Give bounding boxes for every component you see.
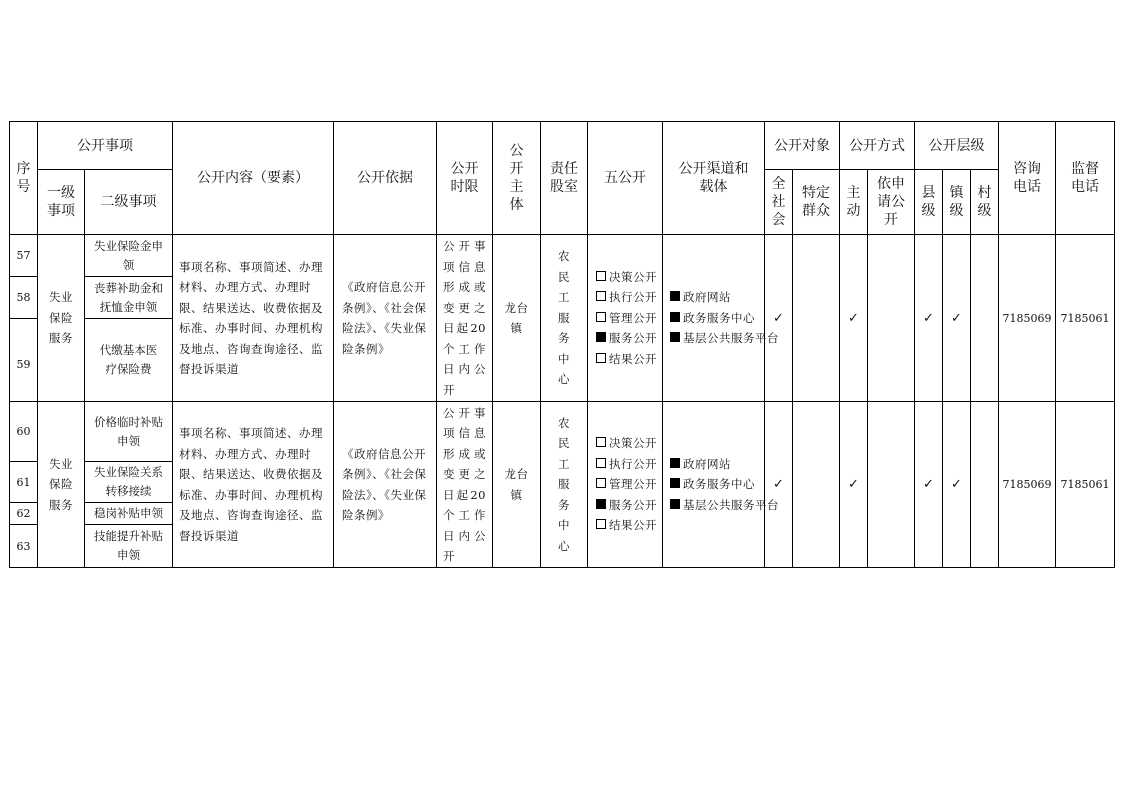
basis-cell: 《政府信息公开条例》、《社会保险法》、《失业保险条例》 xyxy=(334,402,437,568)
method-request-cell xyxy=(868,402,915,568)
seq-cell: 59 xyxy=(10,319,38,402)
header-level-county: 县级 xyxy=(915,170,943,235)
five-open-cell xyxy=(588,402,663,568)
check-icon: ✓ xyxy=(943,402,971,568)
subject-cell: 龙台镇 xyxy=(493,235,541,402)
supervise-phone-cell: 7185061 xyxy=(1056,402,1115,568)
square-bullet-icon xyxy=(670,291,680,301)
header-subject: 公开主体 xyxy=(493,122,541,235)
table-row xyxy=(10,235,1115,277)
channel-item: 基层公共服务平台 xyxy=(670,328,764,349)
checkbox-icon xyxy=(596,519,606,529)
basis-cell: 《政府信息公开条例》、《社会保险法》、《失业保险条例》 xyxy=(334,235,437,402)
l2-item-cell: 价格临时补贴申领 xyxy=(85,402,173,462)
method-request-cell xyxy=(868,235,915,402)
seq-cell: 57 xyxy=(10,235,38,277)
channel-item: 基层公共服务平台 xyxy=(670,495,764,516)
five-open-item: 结果公开 xyxy=(596,515,662,536)
square-bullet-icon xyxy=(670,312,680,322)
header-seq: 序号 xyxy=(10,122,38,235)
header-time-limit: 公开时限 xyxy=(437,122,493,235)
checkbox-icon xyxy=(596,458,606,468)
header-consult-phone: 咨询电话 xyxy=(999,122,1056,235)
header-item: 公开事项 xyxy=(38,122,173,170)
five-open-cell xyxy=(588,235,663,402)
five-open-item: 决策公开 xyxy=(596,433,662,454)
square-bullet-icon xyxy=(670,478,680,488)
table-row xyxy=(10,402,1115,462)
header-method: 公开方式 xyxy=(840,122,915,170)
checkbox-icon xyxy=(596,353,606,363)
l1-item-cell: 失业保险服务 xyxy=(38,235,85,402)
five-open-item: 决策公开 xyxy=(596,267,662,288)
seq-cell: 63 xyxy=(10,525,38,568)
seq-cell: 58 xyxy=(10,277,38,319)
header-dept: 责任股室 xyxy=(541,122,588,235)
header-level-village: 村级 xyxy=(971,170,999,235)
consult-phone-cell: 7185069 xyxy=(999,235,1056,402)
checkbox-icon xyxy=(596,312,606,322)
level-village-cell xyxy=(971,235,999,402)
header-method-active: 主动 xyxy=(840,170,868,235)
content-cell: 事项名称、事项简述、办理材料、办理方式、办理时限、结果送达、收费依据及标准、办事时间、办理机构及地点、咨询查询途径、监督投诉渠道 xyxy=(173,235,334,402)
header-item-l1: 一级事项 xyxy=(38,170,85,235)
check-icon: ✓ xyxy=(915,235,943,402)
five-open-item: 执行公开 xyxy=(596,287,662,308)
level-village-cell xyxy=(971,402,999,568)
header-item-l2: 二级事项 xyxy=(85,170,173,235)
check-icon: ✓ xyxy=(765,402,793,568)
dept-cell: 农民工服务中心 xyxy=(541,402,588,568)
check-icon: ✓ xyxy=(840,402,868,568)
check-icon: ✓ xyxy=(840,235,868,402)
square-bullet-icon xyxy=(670,458,680,468)
channel-cell xyxy=(663,235,779,402)
check-icon: ✓ xyxy=(765,235,793,402)
header-target: 公开对象 xyxy=(765,122,840,170)
checked-box-icon xyxy=(596,332,606,342)
checkbox-icon xyxy=(596,437,606,447)
seq-cell: 60 xyxy=(10,402,38,462)
target-specific-cell xyxy=(793,402,840,568)
checked-box-icon xyxy=(596,499,606,509)
channel-item: 政府网站 xyxy=(670,287,764,308)
checkbox-icon xyxy=(596,291,606,301)
header-five-open: 五公开 xyxy=(588,122,663,235)
channel-cell xyxy=(663,402,779,568)
check-icon: ✓ xyxy=(915,402,943,568)
l2-item-cell: 失业保险关系转移接续 xyxy=(85,462,173,503)
five-open-item: 服务公开 xyxy=(596,495,662,516)
header-basis: 公开依据 xyxy=(334,122,437,235)
time-limit-cell: 公开事项信息形成或变更之日起20个工作日内公开 xyxy=(437,402,493,568)
header-content: 公开内容（要素） xyxy=(173,122,334,235)
supervise-phone-cell: 7185061 xyxy=(1056,235,1115,402)
header-channel: 公开渠道和载体 xyxy=(663,122,765,235)
consult-phone-cell: 7185069 xyxy=(999,402,1056,568)
l2-item-cell: 技能提升补贴申领 xyxy=(85,525,173,568)
square-bullet-icon xyxy=(670,332,680,342)
checkbox-icon xyxy=(596,478,606,488)
target-specific-cell xyxy=(793,235,840,402)
five-open-item: 管理公开 xyxy=(596,308,662,329)
seq-cell: 61 xyxy=(10,462,38,503)
l2-item-cell: 丧葬补助金和抚恤金申领 xyxy=(85,277,173,319)
header-method-request: 依申请公开 xyxy=(868,170,915,235)
five-open-item: 结果公开 xyxy=(596,349,662,370)
seq-cell: 62 xyxy=(10,503,38,525)
five-open-item: 执行公开 xyxy=(596,454,662,475)
content-cell: 事项名称、事项简述、办理材料、办理方式、办理时限、结果送达、收费依据及标准、办事时间、办理机构及地点、咨询查询途径、监督投诉渠道 xyxy=(173,402,334,568)
l2-item-cell: 代缴基本医疗保险费 xyxy=(85,319,173,402)
square-bullet-icon xyxy=(670,499,680,509)
five-open-item: 服务公开 xyxy=(596,328,662,349)
channel-item: 政务服务中心 xyxy=(670,308,764,329)
check-icon: ✓ xyxy=(943,235,971,402)
dept-cell: 农民工服务中心 xyxy=(541,235,588,402)
channel-item: 政务服务中心 xyxy=(670,474,764,495)
checkbox-icon xyxy=(596,271,606,281)
five-open-item: 管理公开 xyxy=(596,474,662,495)
l2-item-cell: 稳岗补贴申领 xyxy=(85,503,173,525)
header-level-town: 镇级 xyxy=(943,170,971,235)
header-target-specific: 特定群众 xyxy=(793,170,840,235)
header-supervise-phone: 监督电话 xyxy=(1056,122,1115,235)
time-limit-cell: 公开事项信息形成或变更之日起20个工作日内公开 xyxy=(437,235,493,402)
l2-item-cell: 失业保险金申领 xyxy=(85,235,173,277)
disclosure-table xyxy=(9,121,1115,568)
l1-item-cell: 失业保险服务 xyxy=(38,402,85,568)
header-target-all: 全社会 xyxy=(765,170,793,235)
channel-item: 政府网站 xyxy=(670,454,764,475)
header-level: 公开层级 xyxy=(915,122,999,170)
subject-cell: 龙台镇 xyxy=(493,402,541,568)
